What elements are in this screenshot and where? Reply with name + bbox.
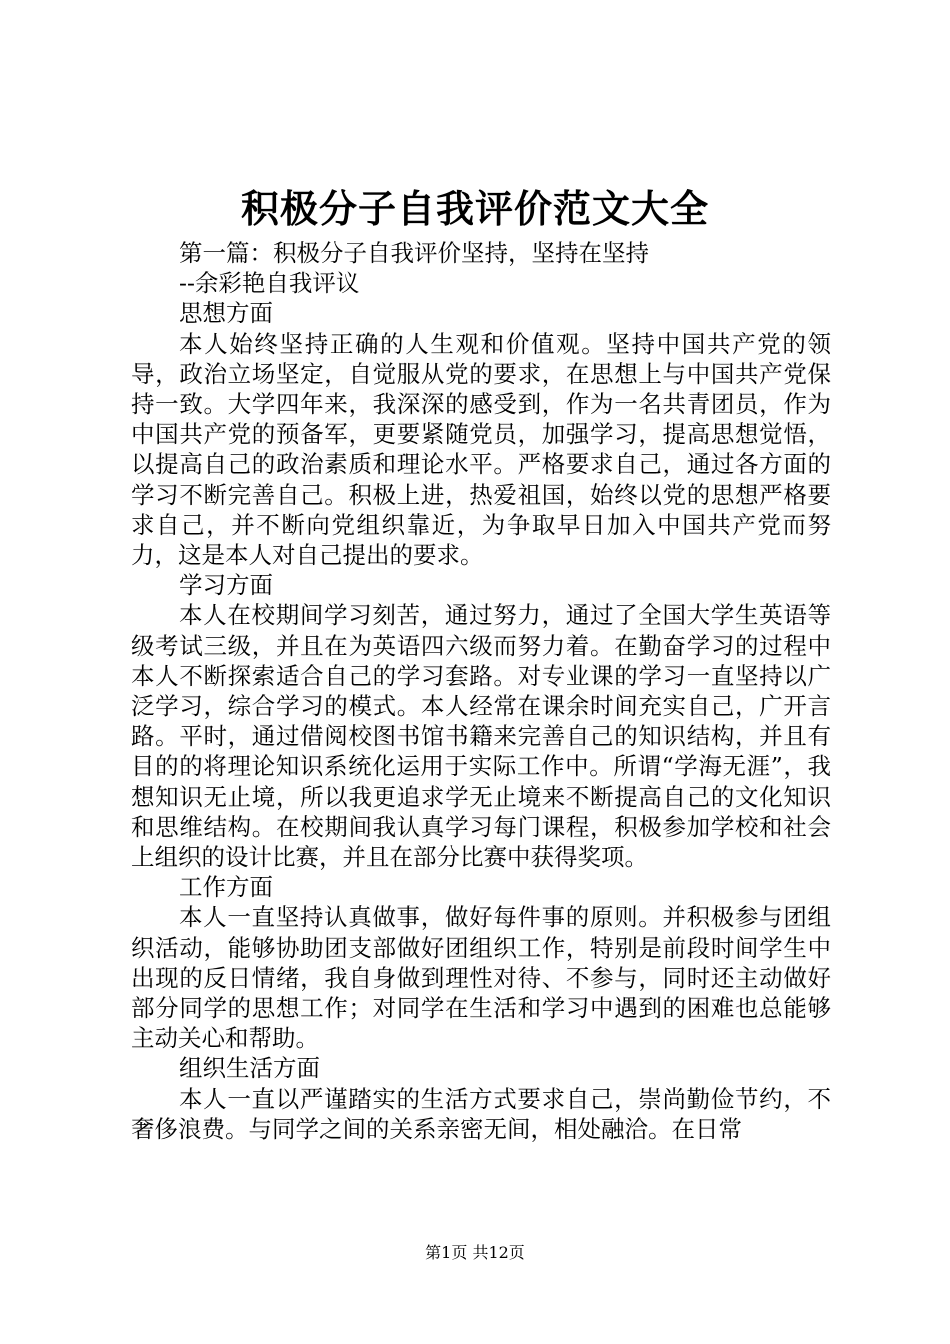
document-title: 积极分子自我评价范文大全 (240, 186, 709, 231)
section-heading: 组织生活方面 (179, 1054, 320, 1083)
body-paragraph: 本人一直以严谨踏实的生活方式要求自己，崇尚勤俭节约，不奢侈浪费。与同学之间的关系亲密无间，相处融洽。在日常 (131, 1084, 831, 1143)
body-paragraph: 本人在校期间学习刻苦，通过努力，通过了全国大学生英语等级考试三级，并且在为英语四六级而努力着。在勤奋学习的过程中本人不断探索适合自己的学习套路。对专业课的学习一直坚持以广泛学习，综合学习的模式。本人经常在课余时间充实自己，广开言路。平时，通过借阅校图书馆书籍来完善自己的知识结构，并且有目的的将理论知识系统化运用于实际工作中。所谓“学海无涯”，我想知识无止境，所以我更追求学无止境来不断提高自己的文化知识和思维结构。在校期间我认真学习每门课程，积极参加学校和社会上组织的设计比赛，并且在部分比赛中获得奖项。 (131, 601, 831, 872)
page-number-footer: 第1页 共12页 (425, 1243, 525, 1262)
section-heading: 学习方面 (179, 571, 273, 600)
subtitle-line: --余彩艳自我评议 (179, 269, 360, 298)
document-body (131, 238, 831, 1144)
section-heading: 思想方面 (179, 299, 273, 328)
section-heading: 工作方面 (179, 873, 273, 902)
section-heading: 第一篇：积极分子自我评价坚持，坚持在坚持 (179, 239, 649, 267)
body-paragraph: 本人一直坚持认真做事，做好每件事的原则。并积极参与团组织活动，能够协助团支部做好团组织工作，特别是前段时间学生中出现的反日情绪，我自身做到理性对待、不参与，同时还主动做好部分同学的思想工作；对同学在生活和学习中遇到的困难也总能够主动关心和帮助。 (131, 903, 831, 1053)
body-paragraph: 本人始终坚持正确的人生观和价值观。坚持中国共产党的领导，政治立场坚定，自觉服从党的要求，在思想上与中国共产党保持一致。大学四年来，我深深的感受到，作为一名共青团员，作为中国共产党的预备军，更要紧随党员，加强学习，提高思想觉悟，以提高自己的政治素质和理论水平。严格要求自己，通过各方面的学习不断完善自己。积极上进，热爱祖国，始终以党的思想严格要求自己，并不断向党组织靠近，为争取早日加入中国共产党而努力，这是本人对自己提出的要求。 (131, 329, 831, 570)
